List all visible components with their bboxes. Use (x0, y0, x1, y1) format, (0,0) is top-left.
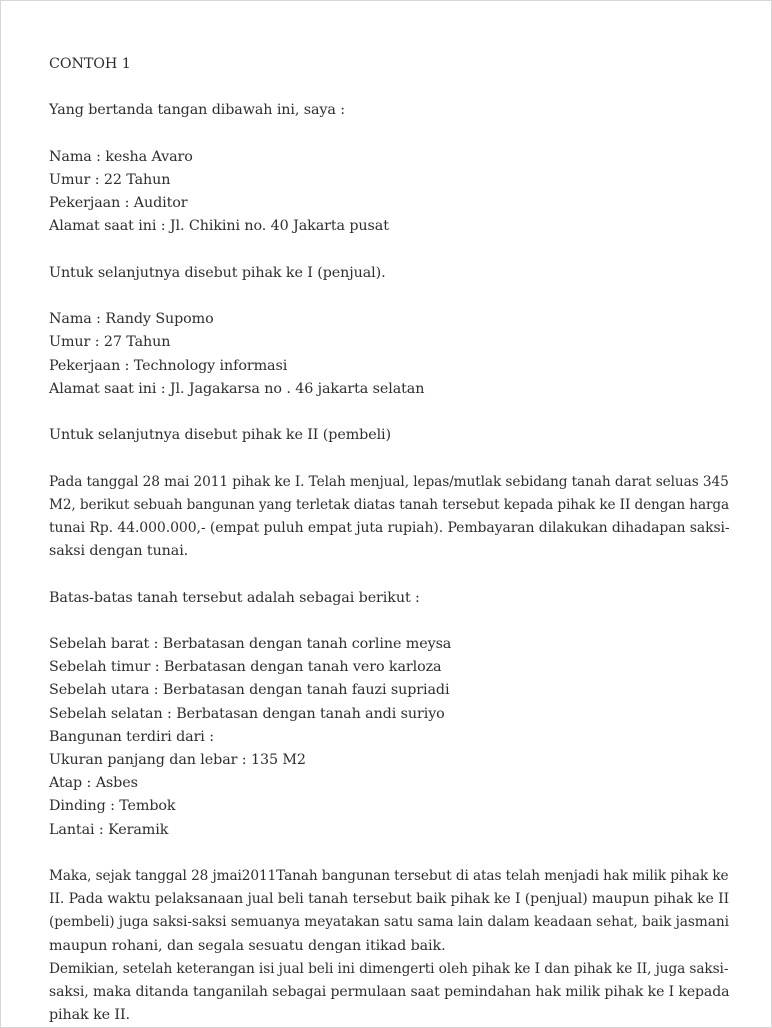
party1-pekerjaan: Pekerjaan : Auditor (49, 195, 188, 212)
party2-umur: Umur : 27 Tahun (49, 334, 171, 351)
boundaries-intro: Batas-batas tanah tersebut adalah sebagai berikut : (49, 589, 420, 606)
blank-line (49, 239, 733, 262)
building-ukuran: Ukuran panjang dan lebar : 135 M2 (49, 751, 306, 768)
party1-nama: Nama : kesha Avaro (49, 148, 193, 165)
closing-line: (pembeli) juga saksi-saksi semuanya meyatakan satu sama lain dalam keadaan sehat, baik jasmani (49, 914, 729, 931)
boundary-barat: Sebelah barat : Berbatasan dengan tanah corline meysa (49, 635, 452, 652)
closing-line: saksi, maka ditanda tanganilah sebagai permulaan saat pemindahan hak milik pihak ke I kepada (49, 983, 730, 1000)
sale-line: M2, berikut sebuah bangunan yang terletak diatas tanah tersebut kepada pihak ke II dengan harga (49, 496, 730, 513)
document-heading: CONTOH 1 (49, 56, 131, 72)
closing-line: maupun rohani, dan segala sesuatu dengan itikad baik. (49, 937, 446, 954)
closing-line: II. Pada waktu pelaksanaan jual beli tanah tersebut baik pihak ke I (penjual) maupun pihak ke II (49, 891, 730, 908)
document-body (49, 53, 733, 1027)
party1-alamat: Alamat saat ini : Jl. Chikini no. 40 Jakarta pusat (49, 218, 389, 235)
party1-role: Untuk selanjutnya disebut pihak ke I (penjual). (49, 264, 386, 281)
closing-line: Demikian, setelah keterangan isi jual beli ini dimengerti oleh pihak ke I dan pihak ke II, juga saksi- (49, 960, 729, 977)
party2-pekerjaan: Pekerjaan : Technology informasi (49, 357, 288, 374)
blank-line (49, 610, 733, 633)
sale-line: saksi dengan tunai. (49, 543, 189, 560)
blank-line (49, 285, 733, 308)
blank-line (49, 447, 733, 470)
blank-line (49, 76, 733, 99)
blank-line (49, 842, 733, 865)
blank-line (49, 563, 733, 586)
sale-line: Pada tanggal 28 mai 2011 pihak ke I. Telah menjual, lepas/mutlak sebidang tanah darat seluas 345 (49, 473, 729, 490)
intro-text: Yang bertanda tangan dibawah ini, saya : (49, 102, 345, 119)
building-intro: Bangunan terdiri dari : (49, 728, 214, 745)
party2-role: Untuk selanjutnya disebut pihak ke II (pembeli) (49, 427, 391, 444)
party1-umur: Umur : 22 Tahun (49, 171, 171, 188)
building-lantai: Lantai : Keramik (49, 821, 169, 838)
closing-line: Maka, sejak tanggal 28 jmai2011Tanah bangunan tersebut di atas telah menjadi hak milik pihak ke (49, 867, 729, 884)
building-dinding: Dinding : Tembok (49, 798, 176, 815)
sale-line: tunai Rp. 44.000.000,- (empat puluh empat juta rupiah). Pembayaran dilakukan dihadapan saksi- (49, 519, 730, 536)
blank-line (49, 401, 733, 424)
building-atap: Atap : Asbes (49, 775, 138, 792)
blank-line (49, 123, 733, 146)
boundary-selatan: Sebelah selatan : Berbatasan dengan tanah andi suriyo (49, 705, 445, 722)
closing-line: pihak ke II. (49, 1007, 130, 1024)
boundary-timur: Sebelah timur : Berbatasan dengan tanah vero karloza (49, 659, 442, 676)
party2-nama: Nama : Randy Supomo (49, 311, 214, 328)
party2-alamat: Alamat saat ini : Jl. Jagakarsa no . 46 jakarta selatan (49, 380, 425, 397)
boundary-utara: Sebelah utara : Berbatasan dengan tanah fauzi supriadi (49, 682, 450, 699)
